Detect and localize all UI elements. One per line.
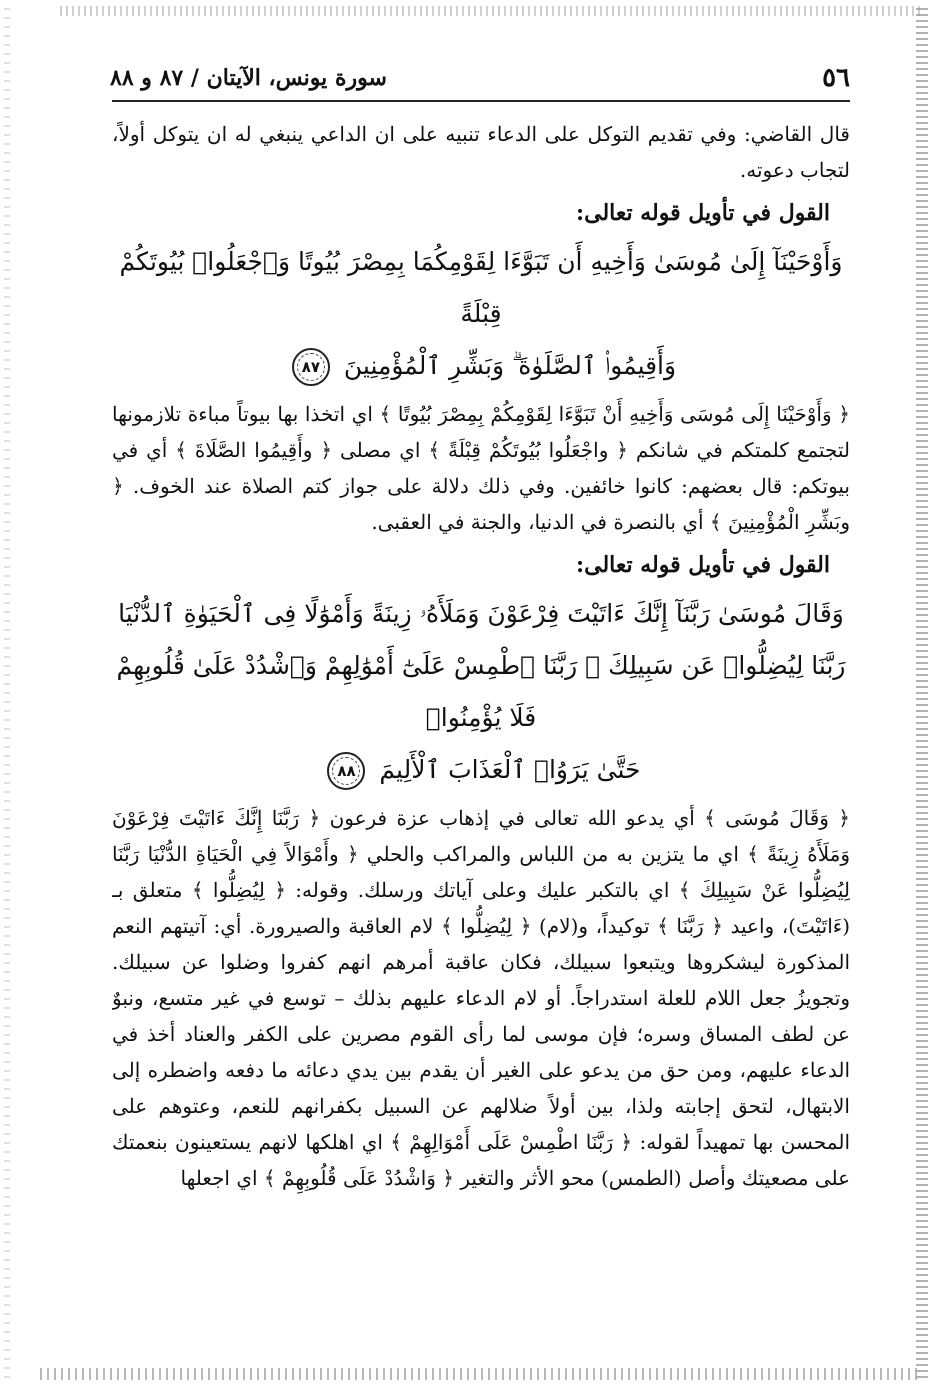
verse-88-line-1: وَقَالَ مُوسَىٰ رَبَّنَآ إِنَّكَ ءَاتَيْتَ فِرْعَوْنَ وَمَلَأَهُۥ زِينَةً وَأَمْوَٰلًا فِى ٱلْحَيَوٰةِ ٱلدُّنْيَا [118, 599, 844, 628]
paragraph-tafsir-88: ﴿ وَقَالَ مُوسَى ﴾ أي يدعو الله تعالى في إذهاب عزة فرعون ﴿ رَبَّنَا إِنَّكَ ءَاتَيْتَ فِرْعَوْنَ وَمَلَأَهُ زِينَةً ﴾ اي ما يتزين به من اللباس والمراكب والحلي ﴿ وأَمْوَالاً فِي الْحَيَاةِ الدُّنْيَا رَبَّنَا لِيُضِلُّوا عَنْ سَبِيلِكَ ﴾ اي بالتكبر عليك وعلى آياتك ورسلك. وقوله: ﴿ لِيُضِلُّوا ﴾ متعلق بـ (ءَاتَيْتَ)، واعيد ﴿ رَبَّنَا ﴾ توكيداً، و(لام) ﴿ لِيُضِلُّوا ﴾ لام العاقبة والصيرورة. أي: آتيتهم النعم المذكورة ليشكروها ويتبعوا سبيلك، فكان عاقبة أمرهم انهم كفروا وضلوا عن سبيلك. وتجويزُ جعل اللام للعلة استدراجاً. أو لام الدعاء عليهم بذلك – توسع في غير متسع، ونبوٌ عن لطف المساق وسره؛ فإن موسى لما رأى القوم مصرين على الكفر والعناد أخذ في الدعاء عليهم، ومن حق من يدعو على الغير أن يقدم بين يدي دعائه ما دفعه واضطره إلى الابتهال، لتحق إجابته ولذا، بين أولاً ضلالهم عن السبيل بكفرانهم للنعم، وعتوهم على المحسن بها تمهيداً لقوله: ﴿ رَبَّنَا اطْمِسْ عَلَى أَمْوَالِهِمْ ﴾ اي اهلكها لانهم يستعينون بنعمتك على مصعيتك وأصل (الطمس) محو الأثر والتغير ﴿ وَاشْدُدْ عَلَى قُلُوبِهِمْ ﴾ اي اجعلها [112, 806, 850, 1190]
verse-88-line-2: رَبَّنَا لِيُضِلُّوا۟ عَن سَبِيلِكَ ۖ رَبَّنَا ٱطْمِسْ عَلَىٰٓ أَمْوَٰلِهِمْ وَٱشْدُدْ عَلَىٰ قُلُوبِهِمْ فَلَا يُؤْمِنُوا۟ [116, 651, 846, 732]
verse-87-line-1: وَأَوْحَيْنَآ إِلَىٰ مُوسَىٰ وَأَخِيهِ أَن تَبَوَّءَا لِقَوْمِكُمَا بِمِصْرَ بُيُوتًا وَٱجْعَلُوا۟ بُيُوتَكُمْ قِبْلَةً [119, 247, 843, 328]
page-body [112, 116, 850, 1356]
running-title: سورة يونس، الآيتان / ٨٧ و ٨٨ [110, 65, 387, 91]
verse-87-line-2 [112, 340, 850, 392]
page-number: ٥٦ [822, 63, 850, 93]
verse-87-line-2-text: وَأَقِيمُوا۟ ٱلصَّلَوٰةَ ۗ وَبَشِّرِ ٱلْمُؤْمِنِينَ [343, 351, 677, 380]
page-border-bottom [40, 1368, 920, 1380]
ayah-number-88-icon: ٨٨ [327, 752, 365, 790]
page-border-top [60, 6, 920, 16]
page-border-right [916, 8, 928, 1378]
section-heading-1: القول في تأويل قوله تعالى: [576, 200, 830, 226]
verse-88-line-3 [112, 744, 850, 796]
page-border-left [4, 8, 10, 1378]
paragraph-qadi: قال القاضي: وفي تقديم التوكل على الدعاء تنبيه على ان الداعي ينبغي له ان يتوكل أولاً، لتجاب دعوته. [112, 122, 850, 182]
page-header [110, 58, 850, 98]
quran-verse-87 [112, 236, 850, 392]
section-heading-2: القول في تأويل قوله تعالى: [576, 552, 830, 578]
header-rule [112, 100, 850, 102]
verse-88-line-3-text: حَتَّىٰ يَرَوُا۟ ٱلْعَذَابَ ٱلْأَلِيمَ [379, 755, 641, 784]
quran-verse-88 [112, 588, 850, 796]
paragraph-tafsir-87: ﴿ وَأَوْحَيْنَا إِلَى مُوسَى وَأَخِيهِ أَنْ تَبَوَّءَا لِقَوْمِكُمْ بِمِصْرَ بُيُوتًا ﴾ اي اتخذا بها بيوتاً مباءة تلازمونها لتجتمع كلمتكم في شانكم ﴿ واجْعَلُوا بُيُوتَكُمْ قِبْلَةً ﴾ اي مصلى ﴿ وأَقِيمُوا الصَّلَاةَ ﴾ أي في بيوتكم: قال بعضهم: كانوا خائفين. وفي ذلك دلالة على جواز كتم الصلاة عند الخوف. ﴿ وبَشِّرِ الْمُؤْمِنِينَ ﴾ أي بالنصرة في الدنيا، والجنة في العقبى. [112, 402, 850, 534]
ayah-number-87-icon: ٨٧ [292, 348, 330, 386]
